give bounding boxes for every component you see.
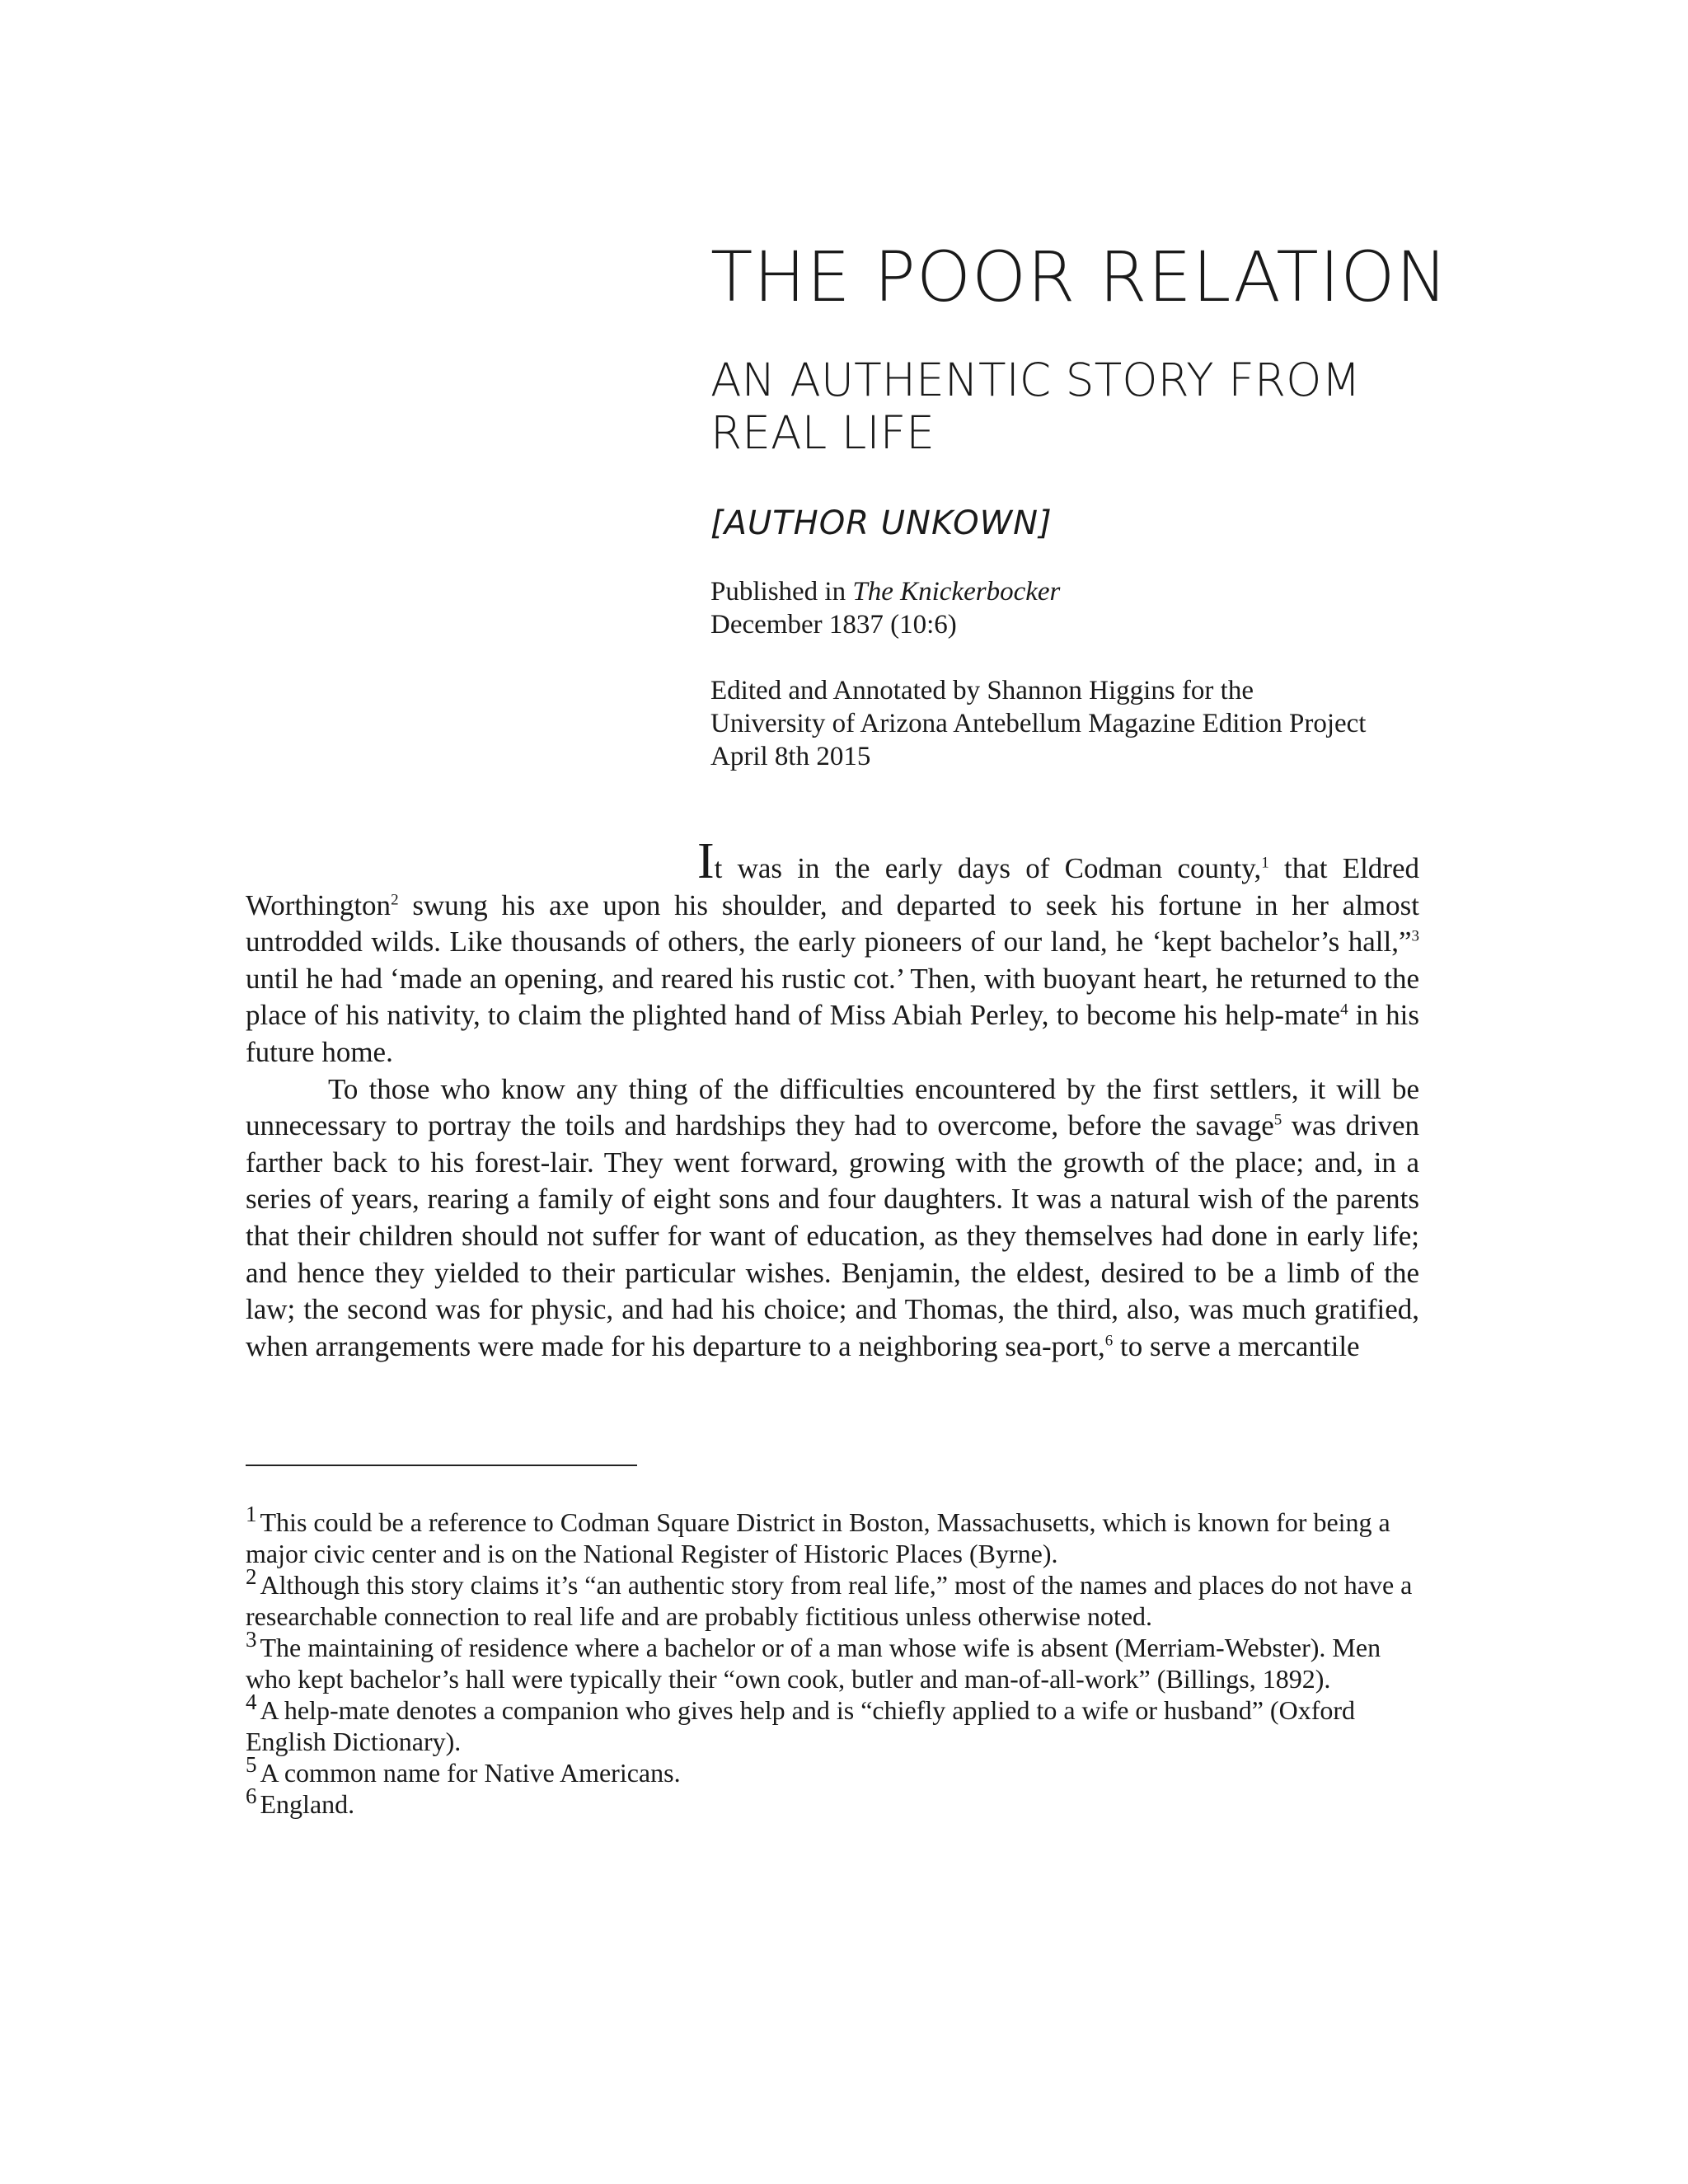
publication-info [710,575,1452,641]
published-prefix: Published in [710,576,853,607]
para1-text-5: in his future home. [246,999,1419,1068]
para1-text-4: until he had ‘made an opening, and reared his rustic cot.’ Then, with buoyant heart, he returned to the place of his nativity, to claim the plighted hand of Miss Abiah Perley, to become his help-mate [246,962,1419,1032]
footnote-number: 6 [246,1783,257,1809]
footnote-text: England. [260,1789,355,1819]
footnote-ref-4[interactable]: 4 [1340,1001,1348,1019]
footnote-ref-5[interactable]: 5 [1273,1111,1282,1129]
footnote-number: 1 [246,1502,257,1527]
footnote-text: This could be a reference to Codman Square District in Boston, Massachusetts, which is known for being a major civic center and is on the National Register of Historic Places (Byrne). [246,1507,1390,1568]
footnote-5 [246,1752,1419,1788]
paragraph-1 [246,833,1419,1071]
edited-line-3: April 8th 2015 [710,741,871,771]
para2-text-2: was driven farther back to his forest-lair. They went forward, growing with the growth of the place; and, in a series of years, rearing a family of eight sons and four daughters. It was a natural wish of the parents that their children should not suffer for want of education, as they themselves had done in early life; and hence they yielded to their particular wishes. Benjamin, the eldest, desired to be a limb of the law; the second was for physic, and had his choice; and Thomas, the third, also, was much gratified, when arrangements were made for his departure to a neighboring sea-port, [246,1109,1419,1362]
footnote-2 [246,1564,1419,1632]
page-subtitle: AN AUTHENTIC STORY FROM REAL LIFE [710,354,1361,459]
footnote-text: A help-mate denotes a companion who gives help and is “chiefly applied to a wife or husband” (Oxford English Dictionary). [246,1695,1355,1756]
footnote-number: 4 [246,1690,257,1715]
paragraph-2 [246,1071,1419,1366]
footnote-separator [246,1465,637,1466]
edited-line-1: Edited and Annotated by Shannon Higgins for the [710,675,1254,705]
footnote-text: A common name for Native Americans. [260,1758,681,1788]
magazine-name: The Knickerbocker [852,576,1061,607]
footnote-4 [246,1690,1419,1757]
published-date: December 1837 (10:6) [710,609,957,640]
footnote-number: 5 [246,1752,257,1778]
footnotes [246,1502,1419,1820]
title-block [710,239,1452,773]
footnote-6 [246,1783,1419,1820]
edited-line-2: University of Arizona Antebellum Magazine Edition Project [710,708,1367,738]
footnote-ref-2[interactable]: 2 [391,890,399,908]
body-text [246,833,1419,1365]
footnote-1 [246,1502,1419,1569]
footnote-3 [246,1627,1419,1694]
para2-text-1: To those who know any thing of the difficulties encountered by the first settlers, it will be unnecessary to portray the toils and hardships they had to overcome, before the savage [246,1072,1419,1142]
footnote-ref-3[interactable]: 3 [1411,927,1419,945]
footnote-text: Although this story claims it’s “an authentic story from real life,” most of the names and places do not have a researchable connection to real life and are probably fictitious unless otherwise noted. [246,1570,1413,1631]
author-line: [AUTHOR UNKOWN] [710,504,1053,542]
page-title: THE POOR RELATION [710,237,1449,317]
published-in-line [710,575,1452,608]
para1-text-1: t was in the early days of Codman county, [714,852,1262,884]
para2-text-3: to serve a mercantile [1113,1329,1360,1362]
drop-cap: I [697,833,715,889]
footnote-number: 2 [246,1564,257,1590]
footnote-ref-1[interactable]: 1 [1261,854,1269,872]
editor-info [710,674,1452,773]
para1-text-2: that Eldred Worthington [246,852,1419,921]
footnote-number: 3 [246,1627,257,1652]
footnote-text: The maintaining of residence where a bachelor or of a man whose wife is absent (Merriam-Webster). Men who kept bachelor’s hall were typically their “own cook, butler and man-of-all-work” (Billings, 1892). [246,1633,1381,1694]
footnote-ref-6[interactable]: 6 [1104,1332,1114,1350]
para1-text-3: swung his axe upon his shoulder, and departed to seek his fortune in her almost untrodded wilds. Like thousands of others, the early pioneers of our land, he ‘kept bachelor’s hall,” [246,888,1419,958]
